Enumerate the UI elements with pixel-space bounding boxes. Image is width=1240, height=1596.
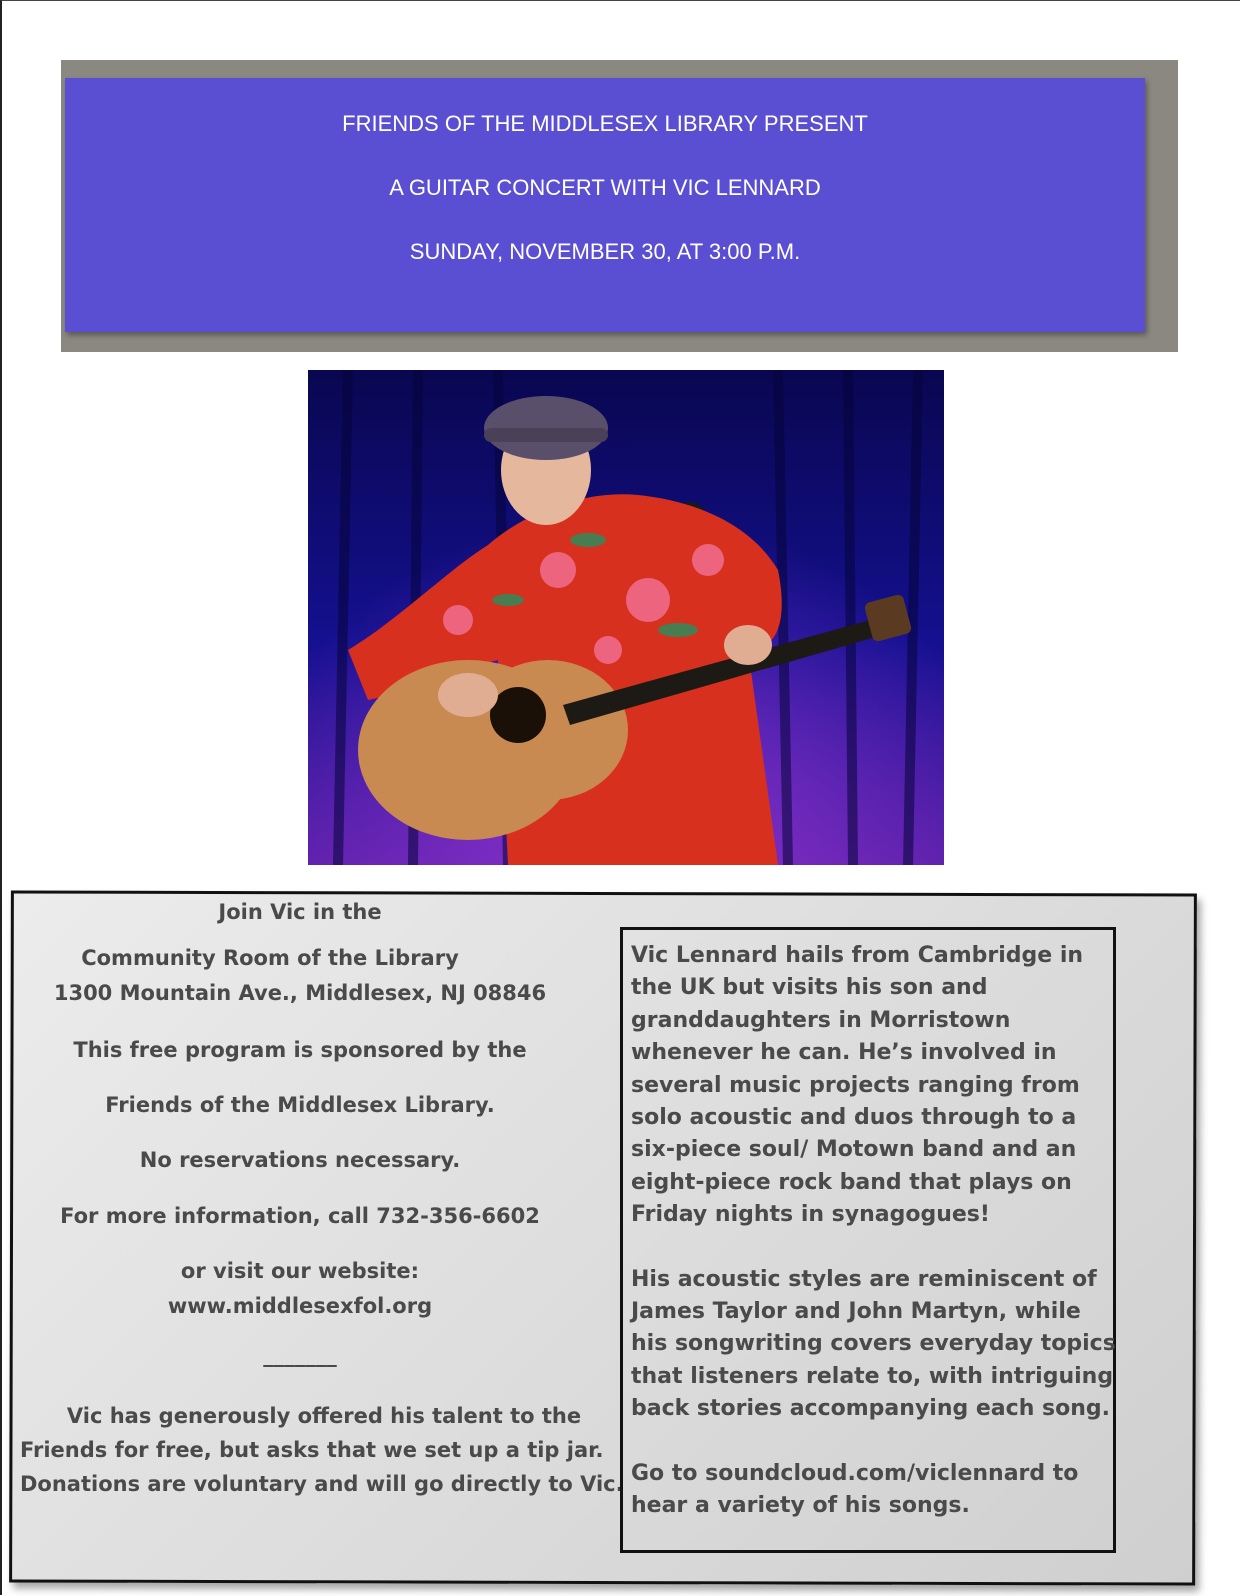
venue-address: 1300 Mountain Ave., Middlesex, NJ 08846 <box>53 981 547 1005</box>
bio-paragraph-2: His acoustic styles are reminiscent of James Taylor and John Martyn, while his songwriting covers everyday topics that listeners relate to, with intriguing back stories accompanying each song. <box>631 1266 1116 1422</box>
bio-paragraph-3: Go to soundcloud.com/viclennard to hear a variety of his songs. <box>631 1460 1079 1519</box>
website-prompt: or visit our website: <box>180 1259 420 1283</box>
join-text: Join Vic in the <box>218 900 382 924</box>
tip-jar-line-1: Vic has generously offered his talent to the <box>66 1404 582 1428</box>
banner-presenter: FRIENDS OF THE MIDDLESEX LIBRARY PRESENT <box>342 111 868 136</box>
bio-paragraph-1: Vic Lennard hails from Cambridge in the UK but visits his son and granddaughters in Morristown whenever he can. He’s involved in several music projects ranging from solo acoustic and duos through to a six-piece soul/ Motown band and an eight-piece rock band that plays on Friday nights in synagogues! <box>631 943 1084 1228</box>
phone-info: For more information, call 732-356-6602 <box>60 1204 540 1228</box>
banner-date-time: SUNDAY, NOVEMBER 30, AT 3:00 P.M. <box>409 239 801 264</box>
website-link[interactable]: www.middlesexfol.org <box>167 1294 433 1318</box>
event-banner <box>65 78 1145 332</box>
tip-jar-line-3: Donations are voluntary and will go directly to Vic. <box>20 1472 624 1496</box>
performer-bio <box>631 940 1116 1555</box>
venue-name: Community Room of the Library <box>81 946 459 970</box>
sponsor-line-2: Friends of the Middlesex Library. <box>105 1093 495 1117</box>
reservation-note: No reservations necessary. <box>139 1148 461 1172</box>
sponsor-line-1: This free program is sponsored by the <box>73 1038 527 1062</box>
tip-jar-line-2: Friends for free, but asks that we set up a tip jar. <box>20 1438 604 1462</box>
performer-photo <box>308 370 944 865</box>
section-divider: _______ <box>263 1343 337 1367</box>
guitarist-illustration <box>308 370 944 865</box>
banner-event-title: A GUITAR CONCERT WITH VIC LENNARD <box>389 175 821 200</box>
